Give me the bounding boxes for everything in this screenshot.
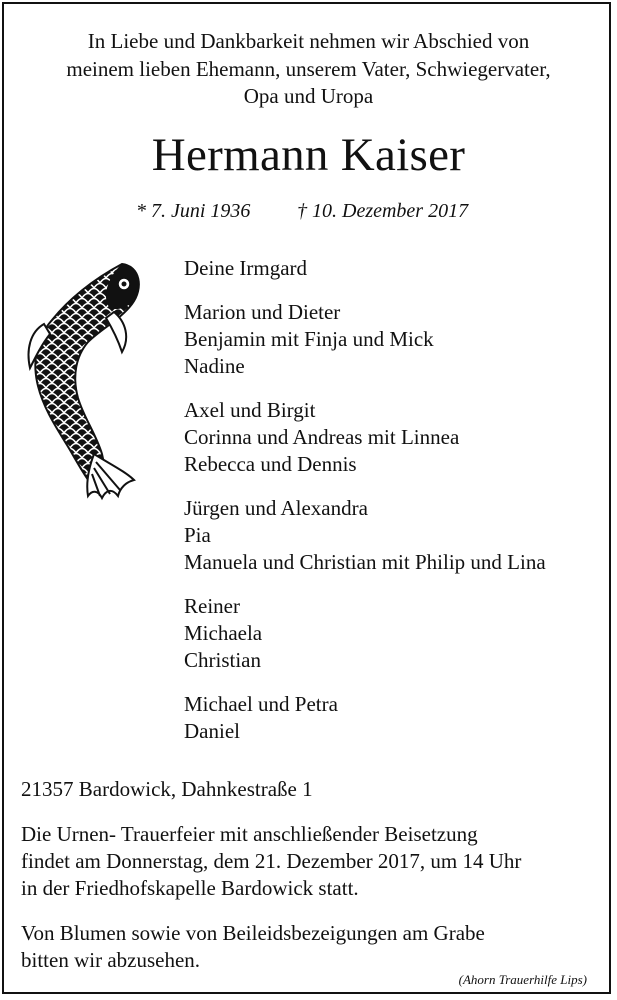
family-member: Benjamin mit Finja und Mick xyxy=(184,327,434,351)
notice-line: Die Urnen- Trauerfeier mit anschließender Beisetzung xyxy=(21,822,478,846)
family-member: Deine Irmgard xyxy=(184,256,308,280)
address: 21357 Bardowick, Dahnkestraße 1 xyxy=(21,777,313,801)
birth-date: * 7. Juni 1936 xyxy=(136,200,251,222)
family-member: Marion und Dieter xyxy=(184,300,341,324)
ceremony-notice xyxy=(21,821,521,902)
family-list xyxy=(184,255,546,762)
death-date: † 10. Dezember 2017 xyxy=(297,200,469,222)
intro-line: Opa und Uropa xyxy=(243,84,374,108)
family-member: Daniel xyxy=(184,719,240,743)
family-group xyxy=(184,593,546,674)
notice-line: in der Friedhofskapelle Bardowick statt. xyxy=(21,876,359,900)
intro-line: In Liebe und Dankbarkeit nehmen wir Abschied von xyxy=(87,29,530,53)
family-member: Axel und Birgit xyxy=(184,398,316,422)
family-member: Jürgen und Alexandra xyxy=(184,496,368,520)
deceased-name: Hermann Kaiser xyxy=(151,129,466,181)
family-member: Manuela und Christian mit Philip und Lina xyxy=(184,550,546,574)
flowers-line: Von Blumen sowie von Beileidsbezeigungen am Grabe xyxy=(21,921,485,945)
family-member: Michael und Petra xyxy=(184,692,338,716)
flowers-line: bitten wir abzusehen. xyxy=(21,948,201,972)
family-member: Reiner xyxy=(184,594,240,618)
family-group xyxy=(184,299,546,380)
family-group xyxy=(184,495,546,576)
family-group xyxy=(184,691,546,745)
funeral-home-credit: (Ahorn Trauerhilfe Lips) xyxy=(458,972,587,987)
family-member: Rebecca und Dennis xyxy=(184,452,357,476)
family-member: Nadine xyxy=(184,354,245,378)
family-member: Michaela xyxy=(184,621,263,645)
flowers-request xyxy=(21,920,485,974)
intro-line: meinem lieben Ehemann, unserem Vater, Schwiegervater, xyxy=(66,56,551,81)
family-member: Corinna und Andreas mit Linnea xyxy=(184,425,460,449)
family-member: Christian xyxy=(184,648,261,672)
koi-fish-icon xyxy=(22,258,144,512)
family-group xyxy=(184,397,546,478)
family-group xyxy=(184,255,546,282)
family-member: Pia xyxy=(184,523,211,547)
notice-line: findet am Donnerstag, dem 21. Dezember 2017, um 14 Uhr xyxy=(21,849,522,873)
intro-text xyxy=(0,28,617,111)
